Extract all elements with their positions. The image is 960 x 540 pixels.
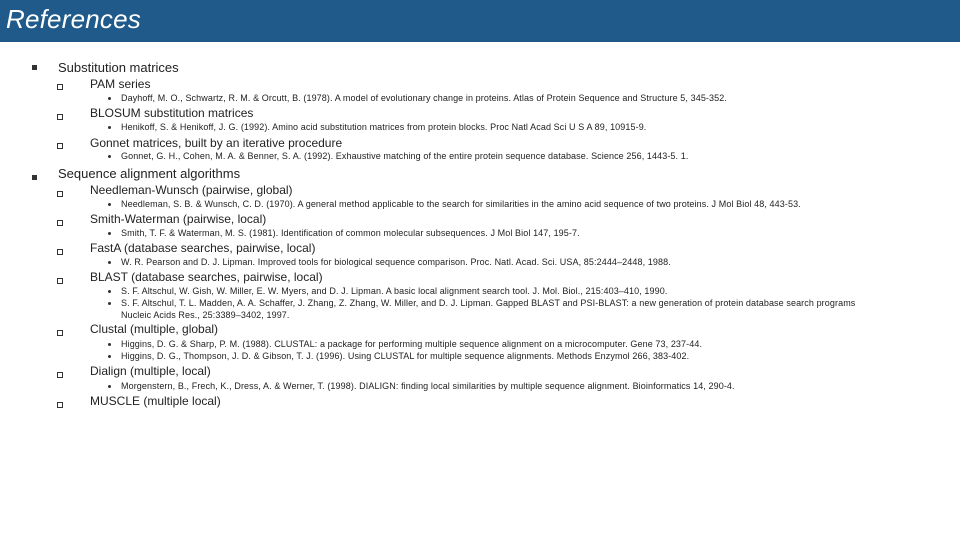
level3-bullet-icon — [108, 203, 111, 206]
level2-bullet-icon — [57, 278, 63, 284]
level3-bullet-icon — [108, 97, 111, 100]
ref-smith-waterman: Smith, T. F. & Waterman, M. S. (1981). Identification of common molecular subsequences. J Mol Biol 147, 195-7. — [121, 228, 580, 238]
level3-bullet-icon — [108, 290, 111, 293]
item-fasta: FastA (database searches, pairwise, local) — [90, 241, 316, 255]
level3-bullet-icon — [108, 385, 111, 388]
ref-clustal-2: Higgins, D. G., Thompson, J. D. & Gibson, T. J. (1996). Using CLUSTAL for multiple sequence alignments. Methods Enzymol 266, 383-402. — [121, 351, 690, 361]
item-blosum: BLOSUM substitution matrices — [90, 106, 254, 120]
level2-bullet-icon — [57, 402, 63, 408]
level3-bullet-icon — [108, 155, 111, 158]
level2-bullet-icon — [57, 114, 63, 120]
title-bar — [0, 0, 960, 42]
section-heading-substitution: Substitution matrices — [58, 60, 179, 75]
level3-bullet-icon — [108, 302, 111, 305]
ref-blast-2-cont: Nucleic Acids Res., 25:3389–3402, 1997. — [121, 310, 290, 320]
item-dialign: Dialign (multiple, local) — [90, 364, 211, 378]
item-clustal: Clustal (multiple, global) — [90, 322, 219, 336]
ref-pam: Dayhoff, M. O., Schwartz, R. M. & Orcutt, B. (1978). A model of evolutionary change in proteins. Atlas of Protein Sequence and Structure 5, 345-352. — [121, 93, 727, 103]
level2-bullet-icon — [57, 330, 63, 336]
item-muscle: MUSCLE (multiple local) — [90, 394, 221, 408]
level2-bullet-icon — [57, 220, 63, 226]
ref-fasta: W. R. Pearson and D. J. Lipman. Improved tools for biological sequence comparison. Proc. Natl. Acad. Sci. USA, 85:2444–2448, 1988. — [121, 257, 671, 267]
item-blast: BLAST (database searches, pairwise, local) — [90, 270, 323, 284]
section-heading-alignment: Sequence alignment algorithms — [58, 166, 241, 181]
level1-bullet-icon — [32, 175, 37, 180]
level2-bullet-icon — [57, 249, 63, 255]
item-smith-waterman: Smith-Waterman (pairwise, local) — [90, 212, 267, 226]
item-pam: PAM series — [90, 77, 151, 91]
level3-bullet-icon — [108, 261, 111, 264]
level3-bullet-icon — [108, 343, 111, 346]
item-gonnet: Gonnet matrices, built by an iterative procedure — [90, 136, 343, 150]
ref-clustal-1: Higgins, D. G. & Sharp, P. M. (1988). CLUSTAL: a package for performing multiple sequence alignment on a microcomputer. Gene 73, 237-44. — [121, 339, 703, 349]
ref-needleman: Needleman, S. B. & Wunsch, C. D. (1970). A general method applicable to the search for similarities in the amino acid sequence of two proteins. J Mol Biol 48, 443-53. — [121, 199, 801, 209]
ref-blast-1: S. F. Altschul, W. Gish, W. Miller, E. W. Myers, and D. J. Lipman. A basic local alignment search tool. J. Mol. Biol., 215:403–410, 1990. — [121, 286, 668, 296]
item-needleman: Needleman-Wunsch (pairwise, global) — [90, 183, 293, 197]
ref-blosum: Henikoff, S. & Henikoff, J. G. (1992). Amino acid substitution matrices from protein blocks. Proc Natl Acad Sci U S A 89, 10915-9. — [121, 122, 647, 132]
level1-bullet-icon — [32, 65, 37, 70]
ref-gonnet: Gonnet, G. H., Cohen, M. A. & Benner, S. A. (1992). Exhaustive matching of the entire protein sequence database. Science 256, 1443-5. 1. — [121, 151, 689, 161]
level2-bullet-icon — [57, 143, 63, 149]
level2-bullet-icon — [57, 191, 63, 197]
level3-bullet-icon — [108, 232, 111, 235]
ref-dialign: Morgenstern, B., Frech, K., Dress, A. & Werner, T. (1998). DIALIGN: finding local similarities by multiple sequence alignment. Bioinformatics 14, 290-4. — [121, 381, 735, 391]
level3-bullet-icon — [108, 355, 111, 358]
level3-bullet-icon — [108, 126, 111, 129]
level2-bullet-icon — [57, 372, 63, 378]
slide-title: References — [6, 4, 141, 34]
ref-blast-2: S. F. Altschul, T. L. Madden, A. A. Schaffer, J. Zhang, Z. Zhang, W. Miller, and D. J. Lipman. Gapped BLAST and PSI-BLAST: a new generation of protein database search programs — [121, 298, 856, 308]
level2-bullet-icon — [57, 84, 63, 90]
